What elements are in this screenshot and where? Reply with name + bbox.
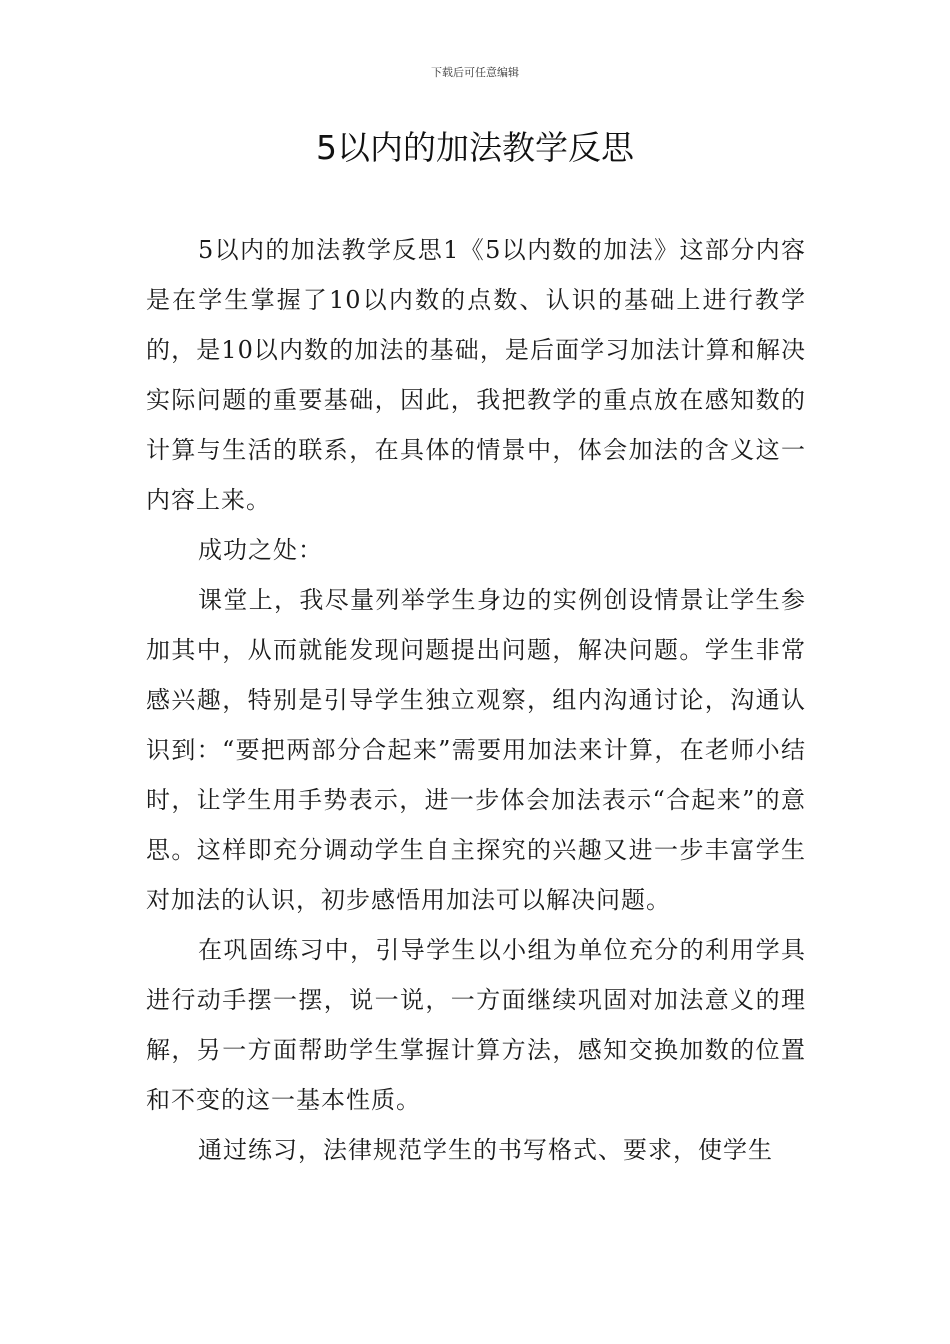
paragraph-intro: 5以内的加法教学反思1《5以内数的加法》这部分内容是在学生掌握了10以内数的点数、认识的基础上进行教学的，是10以内数的加法的基础，是后面学习加法计算和解决实际问题的重要基础，因此，我把教学的重点放在感知数的计算与生活的联系，在具体的情景中，体会加法的含义这一内容上来。: [146, 236, 806, 514]
paragraph-classroom: 课堂上，我尽量列举学生身边的实例创设情景让学生参加其中，从而就能发现问题提出问题，解决问题。学生非常感兴趣，特别是引导学生独立观察，组内沟通讨论，沟通认识到：“要把两部分合起来”需要用加法来计算，在老师小结时，让学生用手势表示，进一步体会加法表示“合起来”的意思。这样即充分调动学生自主探究的兴趣又进一步丰富学生对加法的认识，初步感悟用加法可以解决问题。: [146, 586, 806, 914]
paragraph-writing: 通过练习，法律规范学生的书写格式、要求，使学生: [198, 1136, 773, 1164]
document-title: 5以内的加法教学反思: [316, 128, 634, 167]
header-note: 下载后可任意编辑: [431, 66, 519, 79]
document-body: [146, 225, 806, 1175]
paragraph-practice: 在巩固练习中，引导学生以小组为单位充分的利用学具进行动手摆一摆，说一说，一方面继续巩固对加法意义的理解，另一方面帮助学生掌握计算方法，感知交换加数的位置和不变的这一基本性质。: [146, 936, 806, 1114]
paragraph-success-heading: 成功之处：: [198, 536, 323, 564]
